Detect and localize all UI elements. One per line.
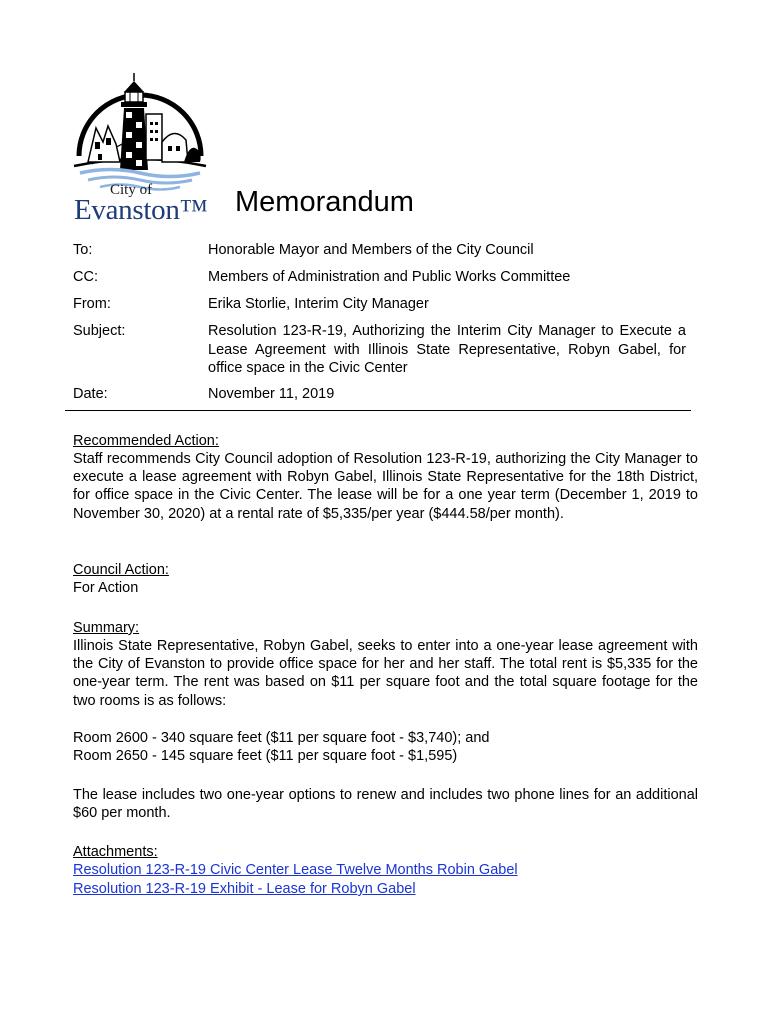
from-value: Erika Storlie, Interim City Manager [208, 296, 429, 312]
logo-evanston-wordmark: Evanston™ [74, 194, 208, 226]
lighthouse-emblem-icon [70, 70, 210, 195]
room-2600-line: Room 2600 - 340 square feet ($11 per square foot - $3,740); and [73, 730, 490, 746]
lease-options-text: The lease includes two one-year options to renew and includes two phone lines for an additional $60 per month. [73, 787, 698, 822]
date-value: November 11, 2019 [208, 386, 335, 402]
recommended-action-heading: Recommended Action: [73, 433, 219, 449]
logo-city-of-text: City of [110, 182, 153, 198]
memo-title: Memorandum [235, 186, 414, 218]
city-logo [70, 70, 210, 226]
council-action-heading: Council Action: [73, 562, 169, 578]
recommended-action-text: Staff recommends City Council adoption of Resolution 123-R-19, authorizing the City Manager to execute a lease agreement with Robyn Gabel, Illinois State Representative for the 18th District, for office space in the Civic Center. The lease will be for a one year term (December 1, 2019 to November 30, 2020) at a rental rate of $5,335/per year ($444.58/per month). [73, 451, 698, 522]
cc-value: Members of Administration and Public Works Committee [208, 269, 571, 285]
summary-heading: Summary: [73, 620, 140, 636]
room-2650-line: Room 2650 - 145 square feet ($11 per square foot - $1,595) [73, 748, 458, 764]
attachment-link-exhibit-lease[interactable]: Resolution 123-R-19 Exhibit - Lease for Robyn Gabel [73, 881, 416, 897]
header-divider [65, 410, 691, 411]
attachment-link-resolution-lease[interactable]: Resolution 123-R-19 Civic Center Lease Twelve Months Robin Gabel [73, 862, 518, 878]
to-label: To: [73, 242, 93, 258]
attachments-heading: Attachments: [73, 844, 158, 860]
subject-label: Subject: [73, 323, 126, 339]
council-action-text: For Action [73, 580, 139, 596]
cc-label: CC: [73, 269, 98, 285]
subject-value: Resolution 123-R-19, Authorizing the Interim City Manager to Execute a Lease Agreement with Illinois State Representative, Robyn Gabel, for office space in the Civic Center [208, 323, 686, 376]
from-label: From: [73, 296, 111, 312]
date-label: Date: [73, 386, 108, 402]
summary-text: Illinois State Representative, Robyn Gabel, seeks to enter into a one-year lease agreement with the City of Evanston to provide office space for her and her staff. The total rent is $5,335 for the one-year term. The rent was based on $11 per square foot and the total square footage for the two rooms is as follows: [73, 638, 698, 709]
to-value: Honorable Mayor and Members of the City Council [208, 242, 534, 258]
